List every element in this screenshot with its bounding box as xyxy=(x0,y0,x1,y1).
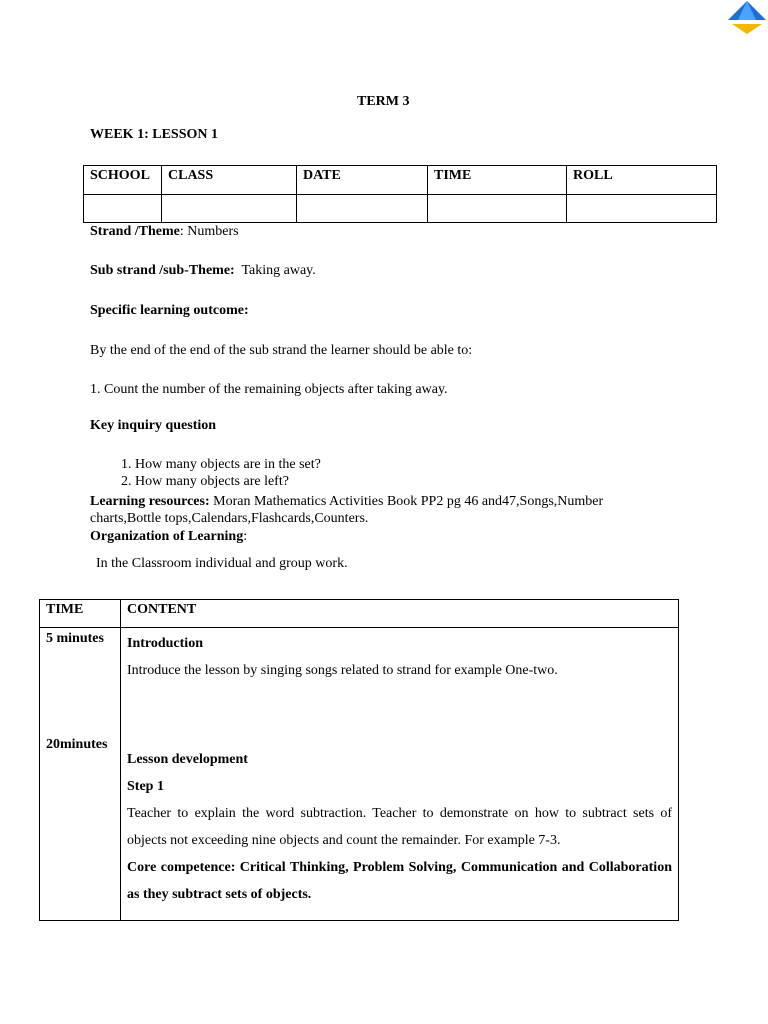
term-title: TERM 3 xyxy=(357,94,410,109)
time-header: TIME xyxy=(428,166,567,195)
list-item: 2. How many objects are left? xyxy=(135,473,321,490)
organization-suffix: : xyxy=(243,529,248,544)
class-cell xyxy=(162,195,297,223)
date-cell xyxy=(297,195,428,223)
resources-block xyxy=(90,493,603,527)
diamond-logo-icon xyxy=(726,0,768,36)
intro-heading: Introduction xyxy=(127,636,203,651)
strand-line xyxy=(90,224,239,240)
list-item: 1. How many objects are in the set? xyxy=(135,456,321,473)
table-row xyxy=(40,628,679,921)
week-lesson-title: WEEK 1: LESSON 1 xyxy=(90,127,218,142)
table-row xyxy=(84,195,717,223)
lesson-info-table xyxy=(83,165,717,223)
lesson-plan-table xyxy=(39,599,679,921)
roll-cell xyxy=(567,195,717,223)
table-row xyxy=(40,600,679,628)
table-row xyxy=(84,166,717,195)
development-heading: Lesson development xyxy=(127,752,248,767)
sub-strand-label: Sub strand /sub-Theme: xyxy=(90,263,235,278)
organization-label: Organization of Learning xyxy=(90,529,244,544)
step-text: Teacher to explain the word subtraction. Teacher to demonstrate on how to subtract sets of objects not exceeding nine objects and count the remainder. For example 7-3. xyxy=(127,806,672,848)
strand-value: : Numbers xyxy=(179,224,239,239)
time-intro: 5 minutes xyxy=(46,631,104,646)
roll-header: ROLL xyxy=(567,166,717,195)
intro-text: Introduce the lesson by singing songs related to strand for example One-two. xyxy=(127,663,558,678)
class-header: CLASS xyxy=(162,166,297,195)
resources-line1: Moran Mathematics Activities Book PP2 pg 46 and47,Songs,Number xyxy=(209,494,604,509)
time-cell xyxy=(428,195,567,223)
spacer xyxy=(127,684,672,746)
school-header: SCHOOL xyxy=(84,166,162,195)
organization-line xyxy=(90,529,247,545)
time-cell xyxy=(40,628,121,921)
core-competence: Core competence: Critical Thinking, Problem Solving, Communication and Collaboration as they subtract sets of objects. xyxy=(127,860,672,902)
time-column-header: TIME xyxy=(40,600,121,628)
resources-line2: charts,Bottle tops,Calendars,Flashcards,Counters. xyxy=(90,511,369,526)
slo-intro: By the end of the end of the sub strand the learner should be able to: xyxy=(90,343,473,358)
sub-strand-line xyxy=(90,263,316,279)
resources-label: Learning resources: xyxy=(90,494,210,509)
content-column-header: CONTENT xyxy=(121,600,679,628)
kiq-heading: Key inquiry question xyxy=(90,418,217,433)
sub-strand-value: Taking away. xyxy=(234,263,316,278)
school-cell xyxy=(84,195,162,223)
date-header: DATE xyxy=(297,166,428,195)
kiq-list xyxy=(90,456,321,490)
content-cell xyxy=(121,628,679,921)
strand-label: Strand /Theme xyxy=(90,224,180,239)
organization-value: In the Classroom individual and group work. xyxy=(96,556,348,571)
time-development: 20minutes xyxy=(46,737,108,752)
slo-heading: Specific learning outcome: xyxy=(90,303,249,318)
slo-item: 1. Count the number of the remaining objects after taking away. xyxy=(90,382,448,397)
step-heading: Step 1 xyxy=(127,779,164,794)
